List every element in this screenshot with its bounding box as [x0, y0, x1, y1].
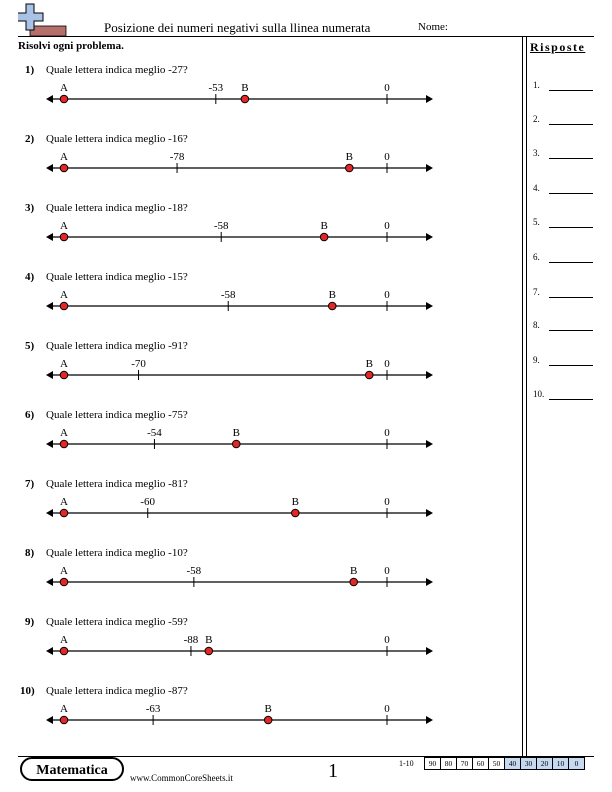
b-point [205, 647, 213, 655]
answer-blank[interactable] [549, 399, 593, 400]
question-number: 10) [20, 685, 35, 697]
score-cell: 20 [537, 758, 553, 770]
score-cell: 60 [473, 758, 489, 770]
score-table [424, 757, 585, 770]
a-point [60, 716, 68, 724]
answer-blank[interactable] [549, 227, 593, 228]
a-point [60, 509, 68, 517]
a-point [60, 233, 68, 241]
left-arrow-icon [46, 647, 53, 655]
b-point [320, 233, 328, 241]
zero-label: 0 [384, 358, 390, 370]
left-arrow-icon [46, 164, 53, 172]
right-arrow-icon [426, 440, 433, 448]
a-point [60, 371, 68, 379]
question-text: Quale lettera indica meglio -27? [46, 64, 188, 76]
a-point [60, 302, 68, 310]
score-cell: 50 [489, 758, 505, 770]
answer-number: 8. [533, 320, 540, 330]
left-arrow-icon [46, 302, 53, 310]
question-text: Quale lettera indica meglio -18? [46, 202, 188, 214]
zero-label: 0 [384, 427, 390, 439]
a-point-label: A [60, 358, 68, 370]
a-point [60, 440, 68, 448]
a-point-label: A [60, 427, 68, 439]
reference-label: -60 [140, 496, 156, 508]
a-point-label: A [60, 82, 68, 94]
number-line [0, 147, 450, 177]
number-line [0, 561, 450, 591]
left-arrow-icon [46, 716, 53, 724]
reference-label: -58 [220, 289, 236, 301]
right-arrow-icon [426, 509, 433, 517]
number-line [0, 630, 450, 660]
score-cell: 80 [441, 758, 457, 770]
b-point [328, 302, 336, 310]
b-point [232, 440, 240, 448]
header-divider [18, 36, 594, 37]
a-point [60, 578, 68, 586]
reference-label: -78 [169, 151, 185, 163]
answer-blank[interactable] [549, 193, 593, 194]
question-number: 8) [25, 547, 35, 559]
reference-label: -53 [208, 82, 224, 94]
a-point-label: A [60, 496, 68, 508]
left-arrow-icon [46, 578, 53, 586]
score-cell: 90 [425, 758, 441, 770]
b-point-label: B [328, 289, 336, 301]
b-point [346, 164, 354, 172]
answer-number: 5. [533, 217, 540, 227]
answer-column-divider [522, 36, 527, 756]
score-cell: 30 [521, 758, 537, 770]
question-text: Quale lettera indica meglio -87? [46, 685, 188, 697]
question-number: 6) [25, 409, 35, 421]
answer-blank[interactable] [549, 90, 593, 91]
a-point-label: A [60, 565, 68, 577]
left-arrow-icon [46, 371, 53, 379]
answer-number: 10. [533, 389, 545, 399]
zero-label: 0 [384, 82, 390, 94]
answers-title: Risposte [530, 40, 586, 54]
left-arrow-icon [46, 233, 53, 241]
zero-label: 0 [384, 565, 390, 577]
b-point-label: B [350, 565, 358, 577]
b-point-label: B [320, 220, 328, 232]
b-point-label: B [365, 358, 373, 370]
zero-label: 0 [384, 151, 390, 163]
question-number: 4) [25, 271, 35, 283]
number-line [0, 216, 450, 246]
b-point-label: B [264, 703, 272, 715]
right-arrow-icon [426, 233, 433, 241]
a-point [60, 164, 68, 172]
b-point-label: B [232, 427, 240, 439]
question-number: 7) [25, 478, 35, 490]
answer-blank[interactable] [549, 297, 593, 298]
right-arrow-icon [426, 371, 433, 379]
answer-number: 2. [533, 114, 540, 124]
score-cell: 40 [505, 758, 521, 770]
reference-label: -70 [131, 358, 146, 370]
site-url: www.CommonCoreSheets.it [130, 773, 233, 783]
reference-label: -63 [145, 703, 161, 715]
number-line [0, 492, 450, 522]
score-cell: 10 [553, 758, 569, 770]
answer-number: 1. [533, 80, 540, 90]
right-arrow-icon [426, 95, 433, 103]
question-number: 1) [25, 64, 35, 76]
answer-number: 4. [533, 183, 540, 193]
answer-number: 9. [533, 355, 540, 365]
right-arrow-icon [426, 647, 433, 655]
b-point [264, 716, 272, 724]
answer-number: 7. [533, 287, 540, 297]
number-line [0, 285, 450, 315]
page-number: 1 [328, 760, 338, 782]
brand-badge: Matematica [20, 757, 124, 781]
a-point-label: A [60, 634, 68, 646]
b-point-label: B [241, 82, 249, 94]
b-point [350, 578, 358, 586]
a-point [60, 95, 68, 103]
answer-blank[interactable] [549, 158, 593, 159]
a-point-label: A [60, 289, 68, 301]
number-line [0, 354, 450, 384]
reference-label: -58 [186, 565, 202, 577]
number-line [0, 78, 450, 108]
answer-blank[interactable] [549, 365, 593, 366]
question-number: 2) [25, 133, 35, 145]
a-point [60, 647, 68, 655]
right-arrow-icon [426, 578, 433, 586]
answer-blank[interactable] [549, 124, 593, 125]
score-cell: 70 [457, 758, 473, 770]
instructions: Risolvi ogni problema. [18, 40, 124, 52]
b-point-label: B [291, 496, 299, 508]
right-arrow-icon [426, 716, 433, 724]
b-point [365, 371, 373, 379]
left-arrow-icon [46, 440, 53, 448]
reference-label: -58 [213, 220, 229, 232]
question-text: Quale lettera indica meglio -81? [46, 478, 188, 490]
reference-label: -88 [183, 634, 199, 646]
a-point-label: A [60, 703, 68, 715]
question-text: Quale lettera indica meglio -10? [46, 547, 188, 559]
zero-label: 0 [384, 496, 390, 508]
a-point-label: A [60, 220, 68, 232]
zero-label: 0 [384, 289, 390, 301]
question-number: 5) [25, 340, 35, 352]
b-point-label: B [345, 151, 353, 163]
question-number: 9) [25, 616, 35, 628]
left-arrow-icon [46, 95, 53, 103]
question-text: Quale lettera indica meglio -59? [46, 616, 188, 628]
question-text: Quale lettera indica meglio -75? [46, 409, 188, 421]
score-range-label: 1-10 [399, 759, 414, 768]
number-line [0, 699, 450, 729]
question-number: 3) [25, 202, 35, 214]
number-line [0, 423, 450, 453]
answer-number: 6. [533, 252, 540, 262]
score-cell: 0 [569, 758, 585, 770]
logo-icon [18, 2, 70, 38]
right-arrow-icon [426, 164, 433, 172]
question-text: Quale lettera indica meglio -91? [46, 340, 188, 352]
answer-blank[interactable] [549, 262, 593, 263]
page-title: Posizione dei numeri negativi sulla llinea numerata [104, 20, 371, 35]
a-point-label: A [60, 151, 68, 163]
b-point [291, 509, 299, 517]
name-label: Nome: [418, 21, 448, 33]
right-arrow-icon [426, 302, 433, 310]
zero-label: 0 [384, 220, 390, 232]
left-arrow-icon [46, 509, 53, 517]
b-point-label: B [205, 634, 213, 646]
question-text: Quale lettera indica meglio -15? [46, 271, 188, 283]
reference-label: -54 [147, 427, 162, 439]
b-point [241, 95, 249, 103]
zero-label: 0 [384, 703, 390, 715]
question-text: Quale lettera indica meglio -16? [46, 133, 188, 145]
zero-label: 0 [384, 634, 390, 646]
answer-blank[interactable] [549, 330, 593, 331]
answer-number: 3. [533, 148, 540, 158]
